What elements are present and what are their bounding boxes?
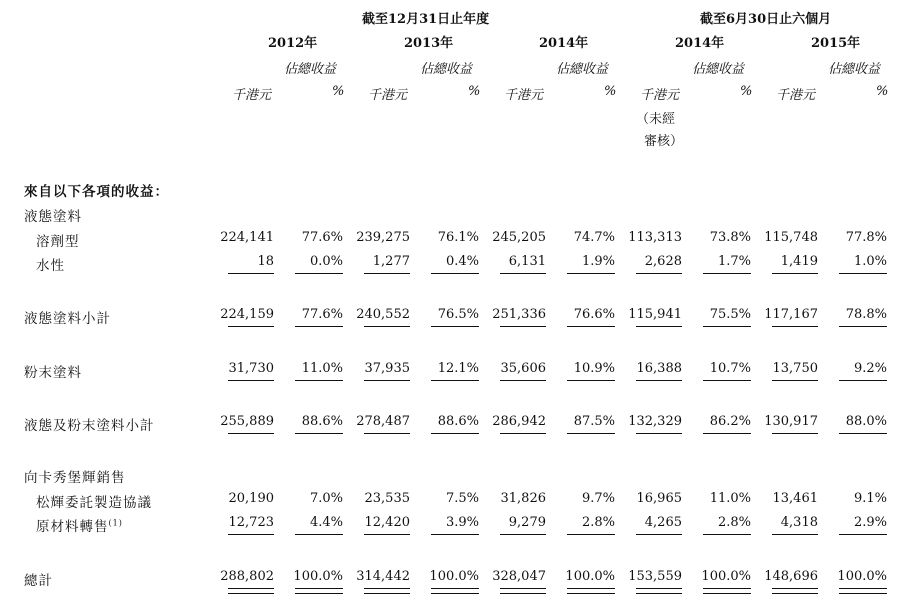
cell-underline [636,273,682,274]
year-header-2012: 2012年 [268,36,318,51]
unit-hkd: 千港元 [640,88,680,103]
total-double-underline [295,588,343,594]
table-cell: 6,131 [508,254,546,269]
cell-underline [500,534,546,535]
cell-underline [839,433,887,434]
table-cell: 13,750 [772,361,818,376]
row-label-total: 總計 [24,573,53,589]
unit-pct: % [468,84,481,99]
cell-underline [228,273,274,274]
unit-pct: % [876,84,889,99]
table-cell: 87.5% [573,414,615,429]
cell-underline [772,534,818,535]
cell-underline [839,380,887,381]
table-cell: 9,279 [508,515,546,530]
table-cell: 2,628 [644,254,682,269]
unit-pct: % [740,84,753,99]
table-cell: 1,277 [372,254,410,269]
cell-underline [772,326,818,327]
cell-underline [364,534,410,535]
cell-underline [364,273,410,274]
table-cell: 12,420 [364,515,410,530]
pct-caption: 佔總收益 [556,62,609,77]
table-cell: 2.8% [581,515,615,530]
cell-underline [703,433,751,434]
footnote-marker: (1) [108,518,123,528]
cell-underline [431,433,479,434]
table-cell: 1.9% [581,254,615,269]
cell-underline [772,273,818,274]
year-header-2014: 2014年 [539,36,589,51]
table-cell: 0.4% [445,254,479,269]
unit-hkd: 千港元 [232,88,272,103]
table-cell: 100.0% [837,569,887,584]
cell-underline [839,326,887,327]
table-cell: 78.8% [845,307,887,322]
table-cell: 100.0% [701,569,751,584]
header-six-month-group: 截至6月30日止六個月 [700,12,832,27]
total-double-underline [431,588,479,594]
cell-underline [431,380,479,381]
cell-underline [228,380,274,381]
pct-caption: 佔總收益 [420,62,473,77]
table-cell: 77.6% [301,307,343,322]
unit-hkd: 千港元 [776,88,816,103]
header-year-end-group: 截至12月31日止年度 [362,12,490,27]
cell-underline [636,534,682,535]
table-cell: 288,802 [220,569,274,584]
cell-underline [772,380,818,381]
table-cell: 73.8% [709,230,751,245]
total-double-underline [636,588,682,594]
row-label-powder: 粉末塗料 [24,365,82,381]
total-double-underline [567,588,615,594]
cell-underline [567,273,615,274]
unaudited-note-line1: （未經 [636,112,676,127]
pct-caption: 佔總收益 [828,62,881,77]
table-cell: 20,190 [228,491,274,506]
table-cell: 16,388 [636,361,682,376]
table-cell: 113,313 [628,230,682,245]
year-header-2013: 2013年 [404,36,454,51]
table-cell: 11.0% [301,361,343,376]
unit-hkd: 千港元 [368,88,408,103]
table-cell: 88.6% [301,414,343,429]
table-cell: 4,318 [780,515,818,530]
table-cell: 9.1% [853,491,887,506]
table-cell: 74.7% [573,230,615,245]
table-cell: 86.2% [709,414,751,429]
table-cell: 4,265 [644,515,682,530]
table-cell: 100.0% [565,569,615,584]
row-label-liquid-powder-subtotal: 液態及粉末塗料小計 [24,418,155,434]
table-cell: 3.9% [445,515,479,530]
table-cell: 224,141 [220,230,274,245]
cell-underline [567,534,615,535]
table-cell: 153,559 [628,569,682,584]
table-cell: 75.5% [709,307,751,322]
year-header-2015-h1: 2015年 [811,36,861,51]
cell-underline [295,534,343,535]
cell-underline [295,273,343,274]
cell-underline [295,326,343,327]
table-cell: 18 [257,254,274,269]
section-liquid-coatings: 液態塗料 [24,209,82,225]
table-cell: 31,826 [500,491,546,506]
table-cell: 255,889 [220,414,274,429]
table-cell: 314,442 [356,569,410,584]
cell-underline [228,534,274,535]
total-double-underline [228,588,274,594]
table-cell: 100.0% [293,569,343,584]
table-cell: 148,696 [764,569,818,584]
row-label-raw-material-resale: 原材料轉售$^{(1)}$ [36,518,123,535]
cell-underline [636,433,682,434]
table-cell: 251,336 [492,307,546,322]
cell-underline [703,273,751,274]
table-cell: 77.8% [845,230,887,245]
table-cell: 16,965 [636,491,682,506]
cell-underline [295,380,343,381]
table-cell: 0.0% [309,254,343,269]
row-label-oem-agreement: 松輝委託製造協議 [36,495,152,511]
table-cell: 10.7% [709,361,751,376]
cell-underline [228,326,274,327]
cell-underline [295,433,343,434]
table-cell: 9.7% [581,491,615,506]
cell-underline [500,326,546,327]
section-sales-to-kabel: 向卡秀堡輝銷售 [24,470,126,486]
unit-pct: % [332,84,345,99]
cell-underline [703,534,751,535]
cell-underline [636,380,682,381]
table-cell: 240,552 [356,307,410,322]
table-cell: 1.7% [717,254,751,269]
cell-underline [431,534,479,535]
table-cell: 1,419 [780,254,818,269]
table-cell: 224,159 [220,307,274,322]
total-double-underline [703,588,751,594]
table-cell: 115,748 [764,230,818,245]
total-double-underline [772,588,818,594]
cell-underline [703,380,751,381]
row-label-solvent: 溶劑型 [36,234,80,250]
cell-underline [431,326,479,327]
table-cell: 130,917 [764,414,818,429]
cell-underline [567,380,615,381]
cell-underline [703,326,751,327]
table-cell: 12,723 [228,515,274,530]
table-cell: 132,329 [628,414,682,429]
table-cell: 239,275 [356,230,410,245]
cell-underline [567,326,615,327]
table-cell: 23,535 [364,491,410,506]
cell-underline [364,380,410,381]
table-cell: 117,167 [764,307,818,322]
cell-underline [500,273,546,274]
table-cell: 245,205 [492,230,546,245]
cell-underline [431,273,479,274]
table-cell: 37,935 [364,361,410,376]
table-cell: 7.0% [309,491,343,506]
table-cell: 31,730 [228,361,274,376]
section-revenue-from: 來自以下各項的收益： [24,184,169,200]
total-double-underline [364,588,410,594]
table-cell: 76.6% [573,307,615,322]
cell-underline [567,433,615,434]
year-header-2014-h1: 2014年 [675,36,725,51]
table-cell: 278,487 [356,414,410,429]
table-cell: 35,606 [500,361,546,376]
table-cell: 13,461 [772,491,818,506]
unaudited-note-line2: 審核） [644,134,684,149]
cell-underline [364,326,410,327]
table-cell: 115,941 [628,307,682,322]
table-cell: 88.0% [845,414,887,429]
pct-caption: 佔總收益 [284,62,337,77]
table-cell: 328,047 [492,569,546,584]
table-cell: 7.5% [445,491,479,506]
cell-underline [839,534,887,535]
table-cell: 1.0% [853,254,887,269]
row-label-waterborne: 水性 [36,258,65,274]
table-cell: 76.1% [437,230,479,245]
table-cell: 11.0% [709,491,751,506]
table-cell: 286,942 [492,414,546,429]
total-double-underline [839,588,887,594]
table-cell: 100.0% [429,569,479,584]
total-double-underline [500,588,546,594]
table-cell: 2.8% [717,515,751,530]
table-cell: 77.6% [301,230,343,245]
cell-underline [228,433,274,434]
unit-pct: % [604,84,617,99]
table-cell: 2.9% [853,515,887,530]
cell-underline [636,326,682,327]
cell-underline [839,273,887,274]
row-label-liquid-subtotal: 液態塗料小計 [24,311,111,327]
pct-caption: 佔總收益 [692,62,745,77]
table-cell: 4.4% [309,515,343,530]
table-cell: 76.5% [437,307,479,322]
cell-underline [364,433,410,434]
table-cell: 9.2% [853,361,887,376]
unit-hkd: 千港元 [504,88,544,103]
cell-underline [772,433,818,434]
cell-underline [500,380,546,381]
table-cell: 10.9% [573,361,615,376]
cell-underline [500,433,546,434]
table-cell: 12.1% [437,361,479,376]
table-cell: 88.6% [437,414,479,429]
